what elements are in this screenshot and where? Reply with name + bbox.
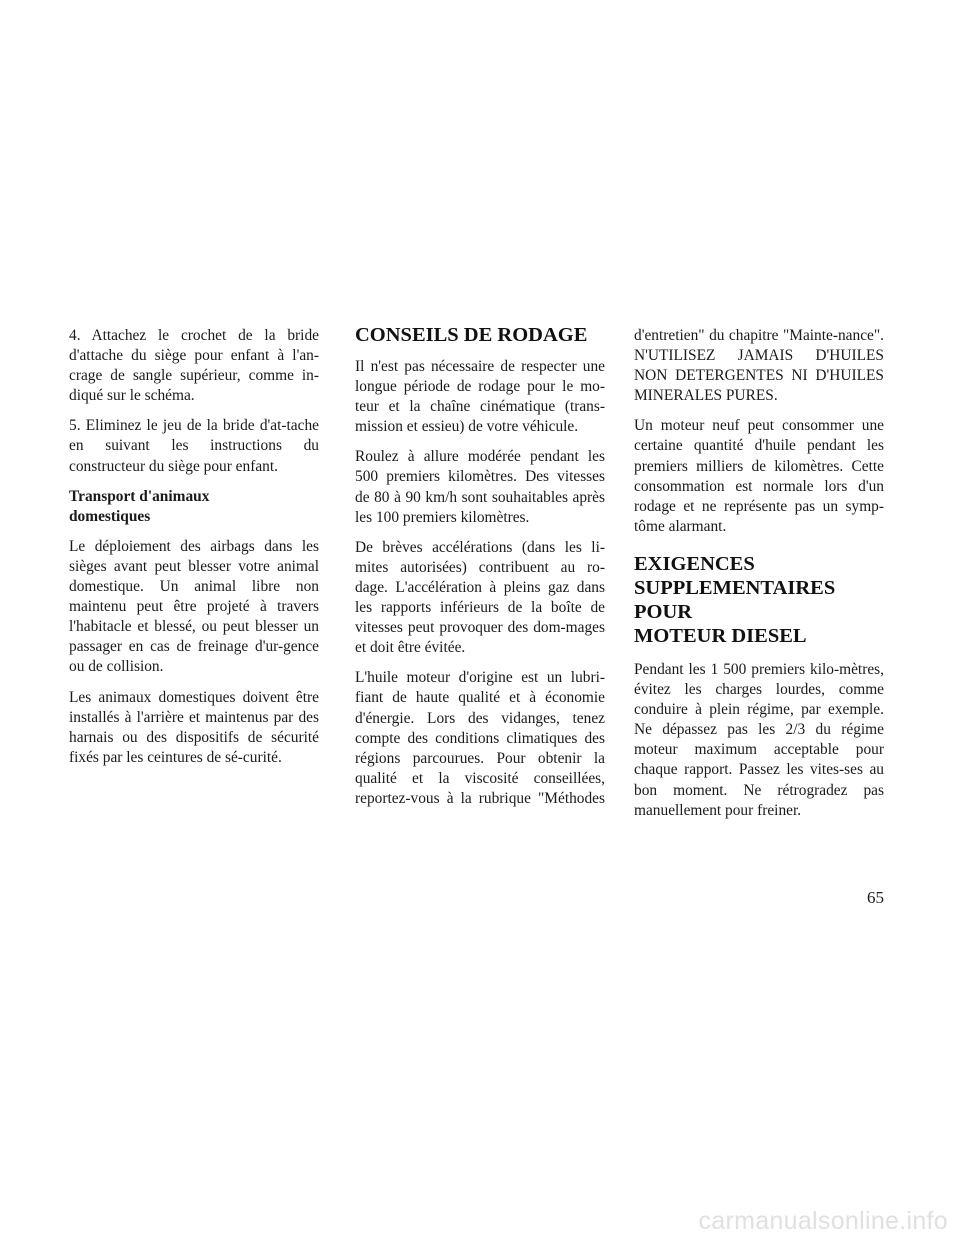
- pets-subheading: [69, 487, 319, 527]
- pets-airbag-paragraph: Le déploiement des airbags dans les sièges avant peut blesser votre animal domestique. Un animal libre non maintenu peut être projeté à travers l'habitacle et blessé, ou peut blesser un passager en cas de freinage d'ur-gence ou de collision.: [69, 537, 319, 676]
- break-in-speed-paragraph: Roulez à allure modérée pendant les 500 premiers kilomètres. Des vitesses de 80 à 90 km/h sont souhaitables après les 100 premiers kilomètres.: [355, 448, 605, 526]
- diesel-heading: [634, 552, 884, 648]
- step-5-paragraph: 5. Eliminez le jeu de la bride d'at-tache en suivant les instructions du constructeur du siège pour enfant.: [69, 417, 319, 475]
- break-in-heading: CONSEILS DE RODAGE: [355, 324, 588, 346]
- diesel-heading-line3: MOTEUR DIESEL: [634, 624, 807, 647]
- watermark: carmanualsonline.info: [698, 1207, 948, 1235]
- diesel-break-in-paragraph: Pendant les 1 500 premiers kilo-mètres, évitez les charges lourdes, comme conduire à plein régime, par exemple. Ne dépassez pas les 2/3 du régime moteur maximum acceptable pour chaque rapport. Passez les vites-ses au bon moment. Ne rétrogradez pas manuellement pour freiner.: [634, 660, 884, 819]
- diesel-heading-line1: EXIGENCES: [634, 552, 755, 575]
- column-right: [634, 326, 884, 831]
- column-left: [69, 326, 319, 778]
- pets-subheading-line2: domestiques: [69, 507, 151, 525]
- break-in-acceleration-paragraph: De brèves accélérations (dans les li-mites autorisées) contribuent au ro-dage. L'accélération à pleins gaz dans les rapports inférieurs de la boîte de vitesses peut provoquer des dom-mages et doit être évitée.: [355, 538, 605, 657]
- column-middle: [355, 326, 605, 819]
- step-4-paragraph: 4. Attachez le crochet de la bride d'attache du siège pour enfant à l'an-crage de sangle supérieur, comme in-diqué sur le schéma.: [69, 327, 319, 405]
- engine-oil-paragraph: L'huile moteur d'origine est un lubri-fiant de haute qualité et à économie d'énergie. Lors des vidanges, tenez compte des conditions climatiques des régions parcourues. Pour obtenir la qualité et la viscosité conseillées, reportez-vous à la rubrique "Méthodes: [355, 669, 605, 807]
- pets-subheading-line1: Transport d'animaux: [69, 487, 210, 505]
- break-in-intro-paragraph: Il n'est pas nécessaire de respecter une longue période de rodage pour le mo-teur et la chaîne cinématique (trans-mission et essieu) de votre véhicule.: [355, 358, 605, 436]
- diesel-heading-line2: SUPPLEMENTAIRES POUR: [634, 576, 836, 623]
- pets-restraint-paragraph: Les animaux domestiques doivent être installés à l'arrière et maintenus par des harnais ou des dispositifs de sécurité fixés par les ceintures de sé-curité.: [69, 688, 319, 766]
- oil-continuation-paragraph: d'entretien" du chapitre "Mainte-nance". N'UTILISEZ JAMAIS D'HUILES NON DETERGENTES NI D'HUILES MINERALES PURES.: [634, 327, 884, 405]
- page-number: 65: [867, 888, 884, 907]
- oil-consumption-paragraph: Un moteur neuf peut consommer une certaine quantité d'huile pendant les premiers milliers de kilomètres. Cette consommation est normale lors d'un rodage et ne représente pas un symp-tôme alarmant.: [634, 417, 884, 535]
